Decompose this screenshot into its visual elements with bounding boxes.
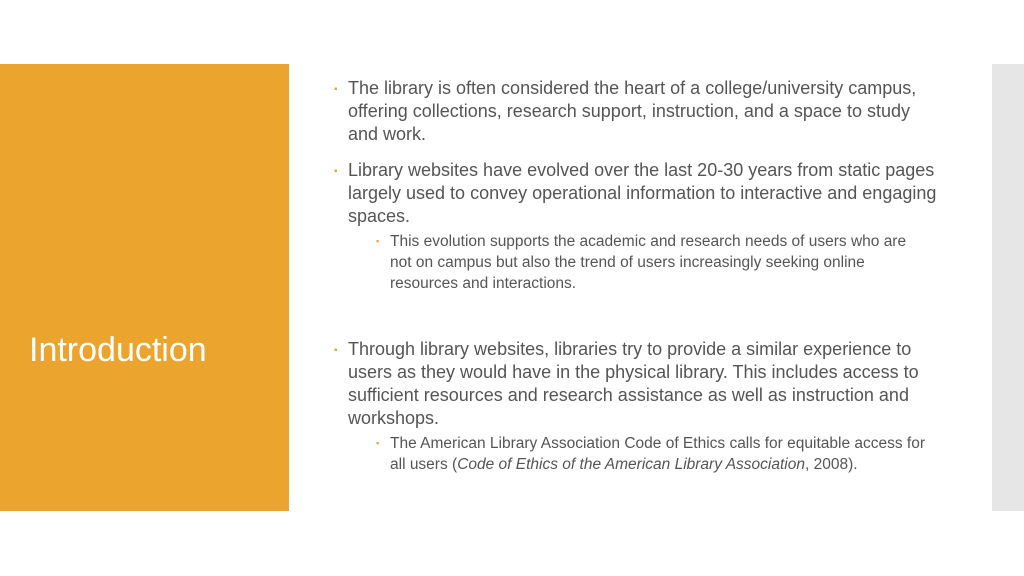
bullet-item — [334, 338, 944, 430]
content-area — [334, 77, 944, 475]
sub-bullet-icon: ▪ — [376, 438, 380, 448]
bullet-text: Library websites have evolved over the last 20-30 years from static pages largely used to convey operational information to interactive and engaging spaces. — [348, 160, 937, 226]
citation-title: Code of Ethics of the American Library Association — [457, 456, 805, 473]
bullet-text: The library is often considered the heart of a college/university campus, offering collections, research support, instruction, and a space to study and work. — [348, 78, 917, 144]
bullet-icon: ▪ — [334, 84, 338, 95]
bullet-text: Through library websites, libraries try to provide a similar experience to users as they would have in the physical library. This includes access to sufficient resources and research assistance as well as instruction and workshops. — [348, 339, 919, 428]
bullet-icon: ▪ — [334, 166, 338, 177]
sub-bullet-text-before: The American Library Association Code of Ethics calls for equitable access for all users ( — [390, 435, 926, 473]
sub-bullet-item — [376, 433, 930, 475]
slide-title: Introduction — [29, 331, 207, 369]
sub-bullet-icon: ▪ — [376, 236, 380, 246]
sub-bullet-text-after: , 2008). — [804, 456, 858, 473]
sub-bullet-item — [376, 231, 930, 294]
side-bar — [992, 64, 1024, 511]
bullet-icon: ▪ — [334, 345, 338, 356]
sub-bullet-text: This evolution supports the academic and research needs of users who are not on campus but also the trend of users increasingly seeking online resources and interactions. — [390, 233, 907, 292]
bullet-item — [334, 77, 944, 146]
title-panel — [0, 64, 289, 511]
bullet-item — [334, 159, 944, 228]
